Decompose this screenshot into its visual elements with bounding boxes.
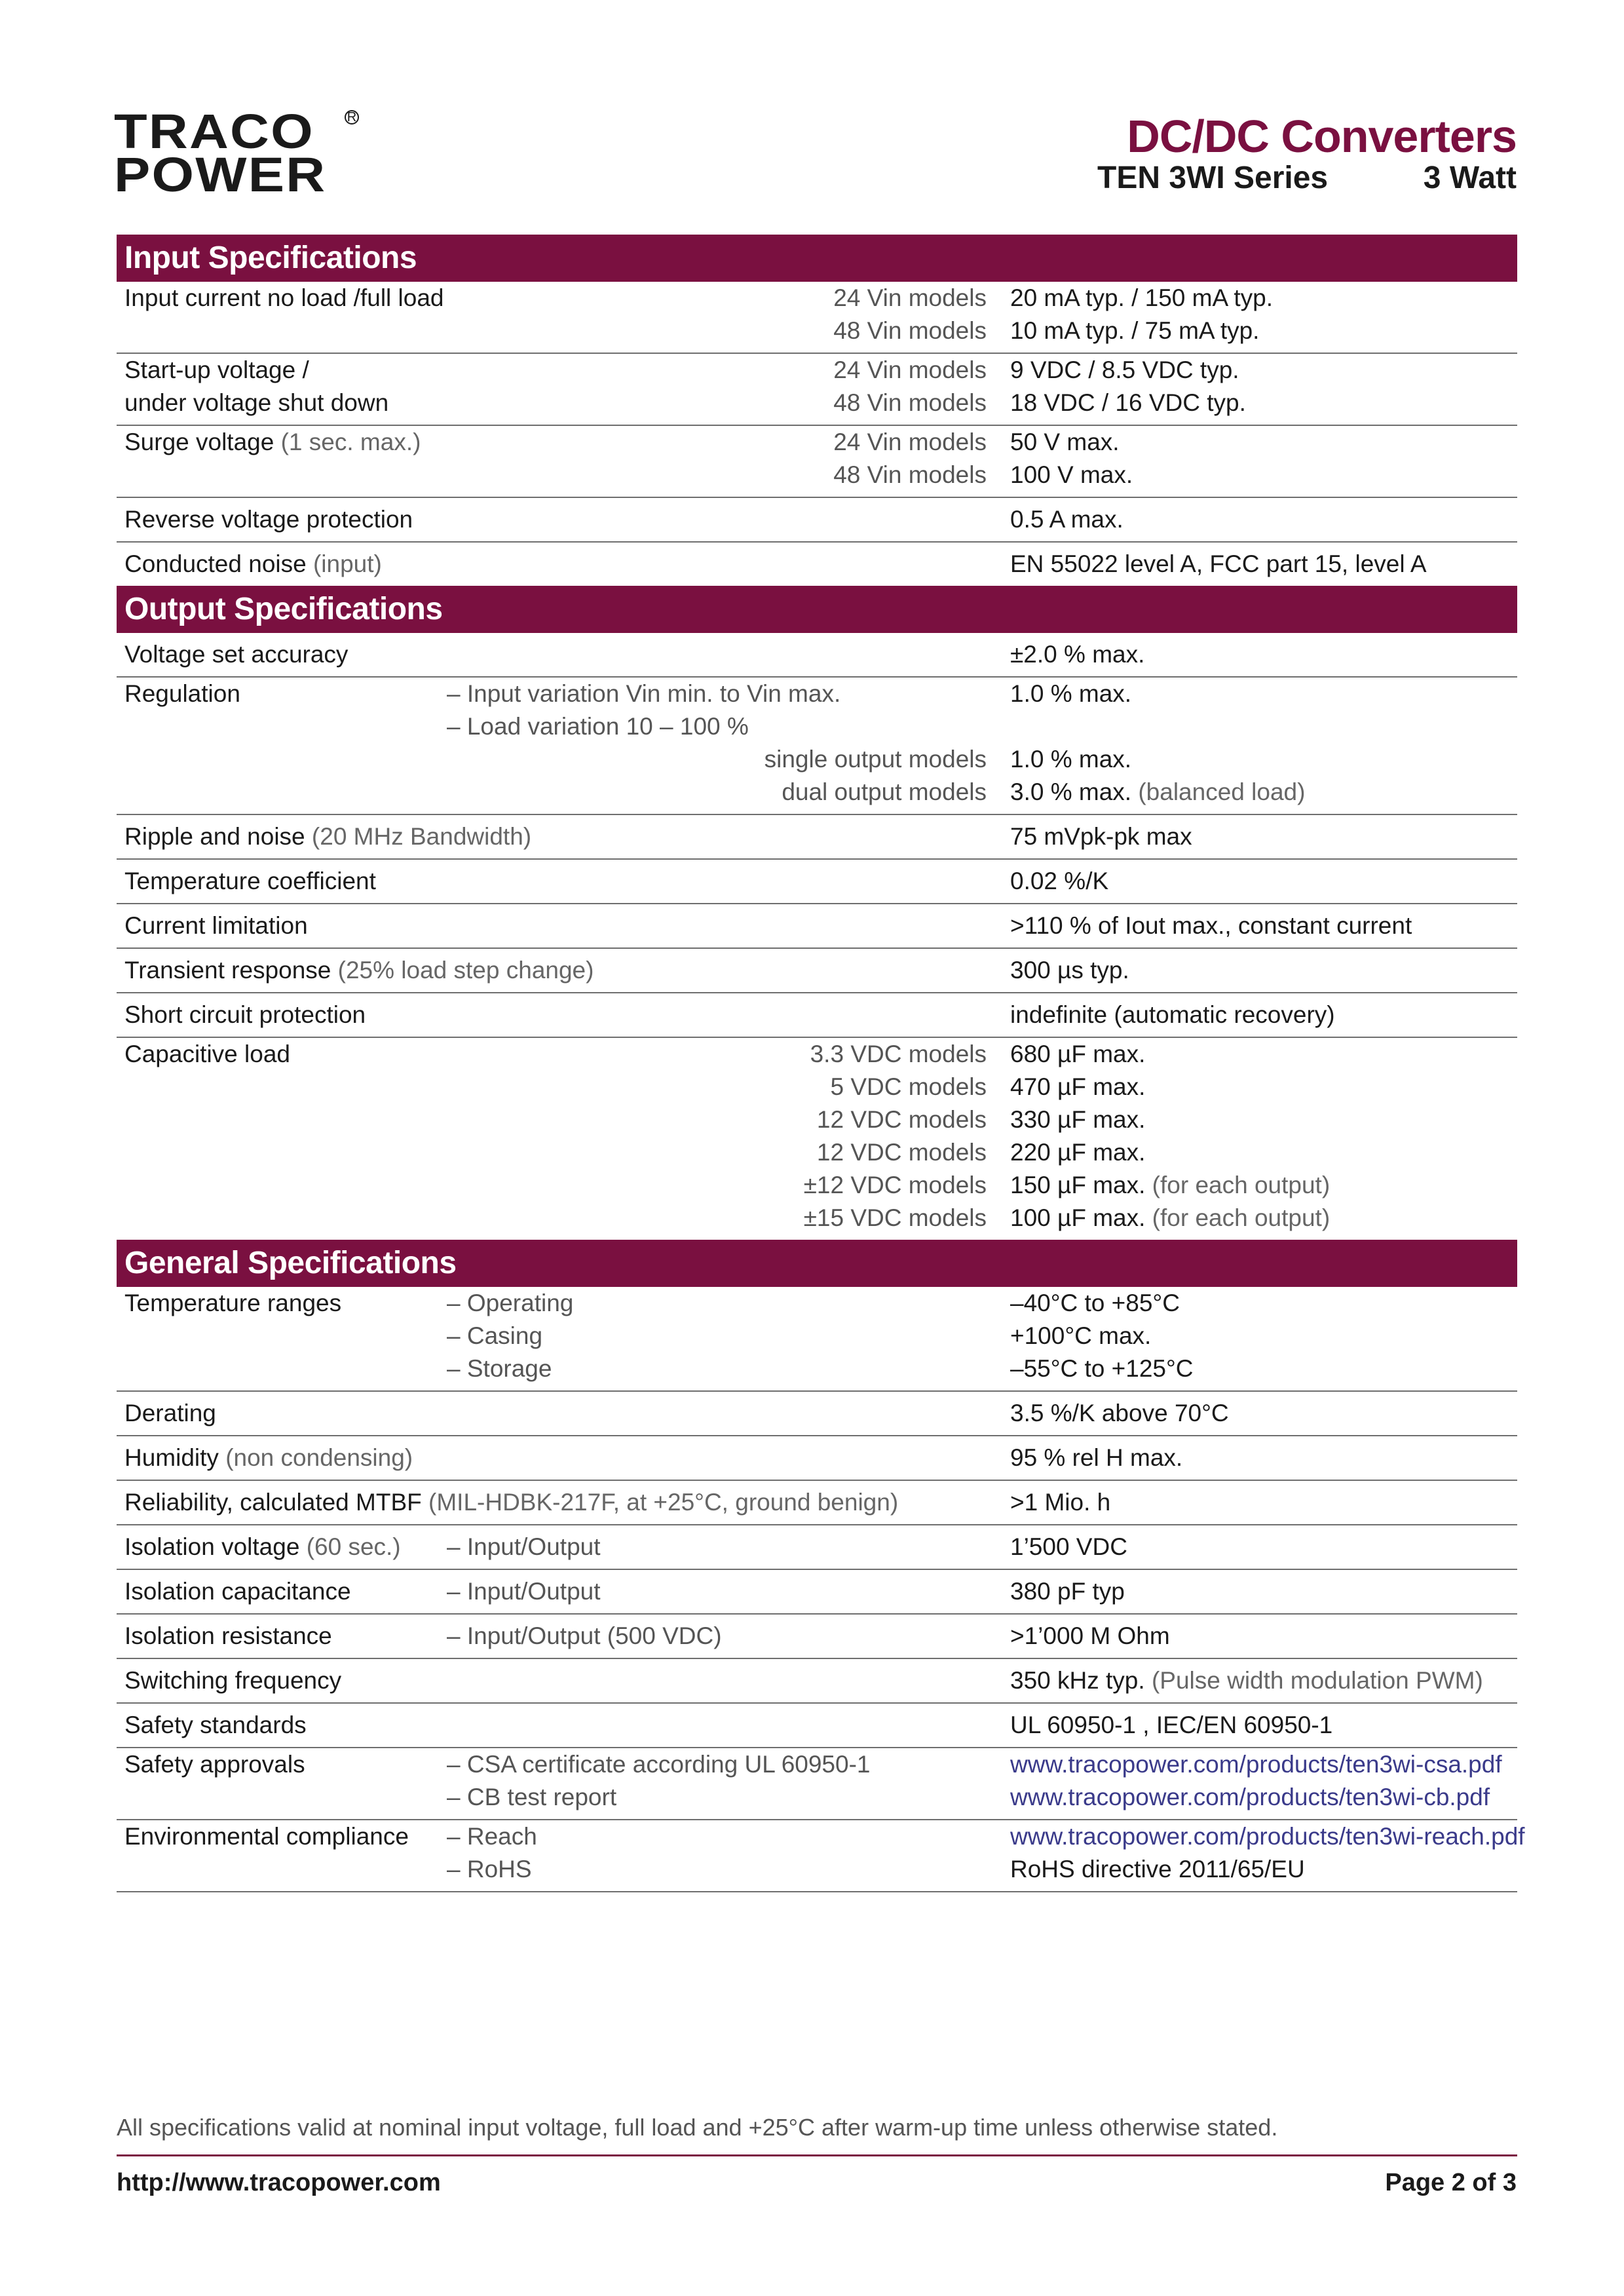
spec-value: UL 60950-1 , IEC/EN 60950-1 [1010, 1712, 1333, 1738]
reach-link[interactable]: www.tracopower.com/products/ten3wi-reach.pdf [1010, 1823, 1525, 1850]
spec-row [117, 1525, 1517, 1570]
spec-label: Regulation [124, 680, 240, 707]
spec-value: 1.0 % max. [1010, 680, 1132, 707]
spec-value: >110 % of Iout max., constant current [1010, 912, 1412, 939]
spec-note: (balanced load) [1138, 778, 1306, 805]
spec-row [117, 1287, 1517, 1392]
spec-label: Safety approvals [124, 1751, 305, 1778]
logo-line-1: TRACO [114, 104, 314, 159]
spec-row [117, 1748, 1517, 1820]
spec-row [117, 282, 1517, 354]
spec-label: Voltage set accuracy [124, 641, 349, 668]
spec-value: 50 V max. [1010, 429, 1120, 455]
spec-value: 18 VDC / 16 VDC typ. [1010, 389, 1246, 416]
spec-value: 75 mVpk-pk max [1010, 823, 1192, 850]
spec-row [117, 860, 1517, 904]
spec-sub: – CSA certificate according UL 60950-1 [447, 1751, 871, 1778]
spec-row [117, 678, 1517, 815]
spec-label: Isolation resistance [124, 1622, 332, 1649]
spec-model: ±12 VDC models [803, 1172, 987, 1198]
spec-note: (MIL-HDBK-217F, at +25°C, ground benign) [428, 1489, 899, 1516]
spec-label: Environmental compliance [124, 1823, 409, 1850]
spec-row [117, 949, 1517, 993]
spec-sub: – Load variation 10 – 100 % [447, 713, 749, 740]
spec-sub: – CB test report [447, 1784, 617, 1810]
power-rating: 3 Watt [1423, 161, 1517, 195]
spec-value: 100 V max. [1010, 461, 1133, 488]
spec-value: 95 % rel H max. [1010, 1444, 1183, 1471]
spec-note: (for each output) [1152, 1172, 1331, 1198]
spec-table [117, 235, 1525, 1892]
spec-label: Switching frequency [124, 1667, 342, 1694]
spec-sub: – Input/Output (500 VDC) [447, 1622, 722, 1649]
spec-row [117, 354, 1517, 426]
spec-row [117, 1659, 1517, 1704]
spec-note: (25% load step change) [337, 957, 594, 984]
spec-value: –55°C to +125°C [1010, 1355, 1194, 1382]
spec-label: Temperature coefficient [124, 868, 376, 894]
spec-value: 0.5 A max. [1010, 506, 1124, 533]
spec-value: >1 Mio. h [1010, 1489, 1111, 1516]
spec-value: 300 µs typ. [1010, 957, 1129, 984]
spec-model: 24 Vin models [833, 429, 987, 455]
series-name: TEN 3WI Series [1097, 161, 1329, 195]
spec-row [117, 1615, 1517, 1659]
spec-sub: – Storage [447, 1355, 552, 1382]
page-title: DC/DC Converters [1127, 111, 1517, 162]
spec-label: Transient response (25% load step change) [124, 957, 594, 984]
footnote: All specifications valid at nominal input voltage, full load and +25°C after warm-up time unless otherwise stated. [117, 2114, 1278, 2141]
spec-row [117, 815, 1517, 860]
spec-sub: – Input/Output [447, 1533, 601, 1560]
spec-label: Input current no load /full load [124, 284, 444, 311]
page-number: Page 2 of 3 [1385, 2169, 1517, 2196]
spec-row [117, 1436, 1517, 1481]
spec-row [117, 633, 1517, 678]
spec-label: Temperature ranges [124, 1290, 342, 1316]
spec-value: 3.5 %/K above 70°C [1010, 1400, 1229, 1426]
spec-value: indefinite (automatic recovery) [1010, 1001, 1335, 1028]
spec-label: Ripple and noise (20 MHz Bandwidth) [124, 823, 532, 850]
cb-test-report-link[interactable]: www.tracopower.com/products/ten3wi-cb.pdf [1010, 1784, 1490, 1810]
spec-sub: – Input/Output [447, 1578, 601, 1605]
spec-value: 20 mA typ. / 150 mA typ. [1010, 284, 1274, 311]
spec-sub: – Input variation Vin min. to Vin max. [447, 680, 841, 707]
spec-value: 1.0 % max. [1010, 746, 1132, 773]
spec-sub: – Operating [447, 1290, 574, 1316]
spec-label: Start-up voltage / [124, 356, 309, 383]
spec-sub: – Casing [447, 1322, 543, 1349]
spec-note: (Pulse width modulation PWM) [1151, 1667, 1483, 1694]
spec-row [117, 1820, 1525, 1892]
spec-model: 3.3 VDC models [810, 1041, 987, 1067]
spec-label: Reliability, calculated MTBF (MIL-HDBK-217F, at +25°C, ground benign) [124, 1489, 899, 1516]
logo-line-2: POWER [114, 147, 327, 202]
footer-website-link[interactable]: http://www.tracopower.com [117, 2169, 441, 2196]
spec-row [117, 426, 1517, 498]
spec-note: (20 MHz Bandwidth) [311, 823, 532, 850]
spec-value: 1’500 VDC [1010, 1533, 1127, 1560]
spec-value: +100°C max. [1010, 1322, 1152, 1349]
spec-row [117, 1570, 1517, 1615]
spec-model: 12 VDC models [816, 1139, 987, 1166]
spec-sub: – Reach [447, 1823, 537, 1850]
spec-value: 220 µF max. [1010, 1139, 1146, 1166]
spec-row [117, 543, 1517, 586]
spec-row [117, 1704, 1517, 1748]
spec-model: single output models [764, 746, 987, 773]
spec-row [117, 1392, 1517, 1436]
registered-mark: R [345, 110, 359, 124]
spec-label: Conducted noise (input) [124, 550, 382, 577]
spec-sub: – RoHS [447, 1856, 532, 1883]
spec-value: >1’000 M Ohm [1010, 1622, 1170, 1649]
spec-row [117, 1481, 1517, 1525]
spec-value: EN 55022 level A, FCC part 15, level A [1010, 550, 1427, 577]
spec-value: 150 µF max. (for each output) [1010, 1172, 1331, 1198]
spec-label: Surge voltage (1 sec. max.) [124, 429, 421, 455]
spec-model: 48 Vin models [833, 389, 987, 416]
section-output-header: Output Specifications [117, 586, 1517, 633]
spec-label: Safety standards [124, 1712, 307, 1738]
spec-note: (non condensing) [225, 1444, 413, 1471]
spec-value: 470 µF max. [1010, 1073, 1146, 1100]
spec-model: 48 Vin models [833, 317, 987, 344]
spec-model: 5 VDC models [830, 1073, 987, 1100]
spec-value: 380 pF typ [1010, 1578, 1125, 1605]
spec-note: (for each output) [1152, 1204, 1331, 1231]
spec-value: 100 µF max. (for each output) [1010, 1204, 1331, 1231]
spec-value: 10 mA typ. / 75 mA typ. [1010, 317, 1260, 344]
spec-model: dual output models [782, 778, 987, 805]
spec-value: RoHS directive 2011/65/EU [1010, 1856, 1305, 1883]
spec-row [117, 993, 1517, 1038]
footer-divider [117, 2154, 1517, 2156]
spec-value: 330 µF max. [1010, 1106, 1146, 1133]
spec-label: Isolation voltage (60 sec.) [124, 1533, 401, 1560]
spec-value: –40°C to +85°C [1010, 1290, 1180, 1316]
spec-label: Current limitation [124, 912, 308, 939]
spec-row [117, 498, 1517, 543]
section-input-header: Input Specifications [117, 235, 1517, 282]
spec-label: Reverse voltage protection [124, 506, 413, 533]
spec-label: Short circuit protection [124, 1001, 366, 1028]
spec-label: Derating [124, 1400, 216, 1426]
spec-label: Capacitive load [124, 1041, 290, 1067]
spec-note: (input) [312, 550, 382, 577]
spec-model: 48 Vin models [833, 461, 987, 488]
spec-model: ±15 VDC models [803, 1204, 987, 1231]
spec-value: 9 VDC / 8.5 VDC typ. [1010, 356, 1239, 383]
spec-row [117, 1038, 1517, 1240]
spec-row [117, 904, 1517, 949]
section-general-header: General Specifications [117, 1240, 1517, 1287]
csa-certificate-link[interactable]: www.tracopower.com/products/ten3wi-csa.pdf [1010, 1751, 1502, 1778]
spec-value: 3.0 % max. (balanced load) [1010, 778, 1306, 805]
spec-label: under voltage shut down [124, 389, 389, 416]
spec-value: ±2.0 % max. [1010, 641, 1145, 668]
spec-label: Isolation capacitance [124, 1578, 351, 1605]
spec-model: 24 Vin models [833, 284, 987, 311]
spec-value: 350 kHz typ. (Pulse width modulation PWM) [1010, 1667, 1483, 1694]
spec-note: (60 sec.) [306, 1533, 401, 1560]
spec-value: 0.02 %/K [1010, 868, 1109, 894]
traco-power-logo [114, 104, 363, 202]
spec-model: 12 VDC models [816, 1106, 987, 1133]
spec-value: 680 µF max. [1010, 1041, 1146, 1067]
spec-model: 24 Vin models [833, 356, 987, 383]
spec-label: Humidity (non condensing) [124, 1444, 413, 1471]
spec-note: (1 sec. max.) [280, 429, 421, 455]
